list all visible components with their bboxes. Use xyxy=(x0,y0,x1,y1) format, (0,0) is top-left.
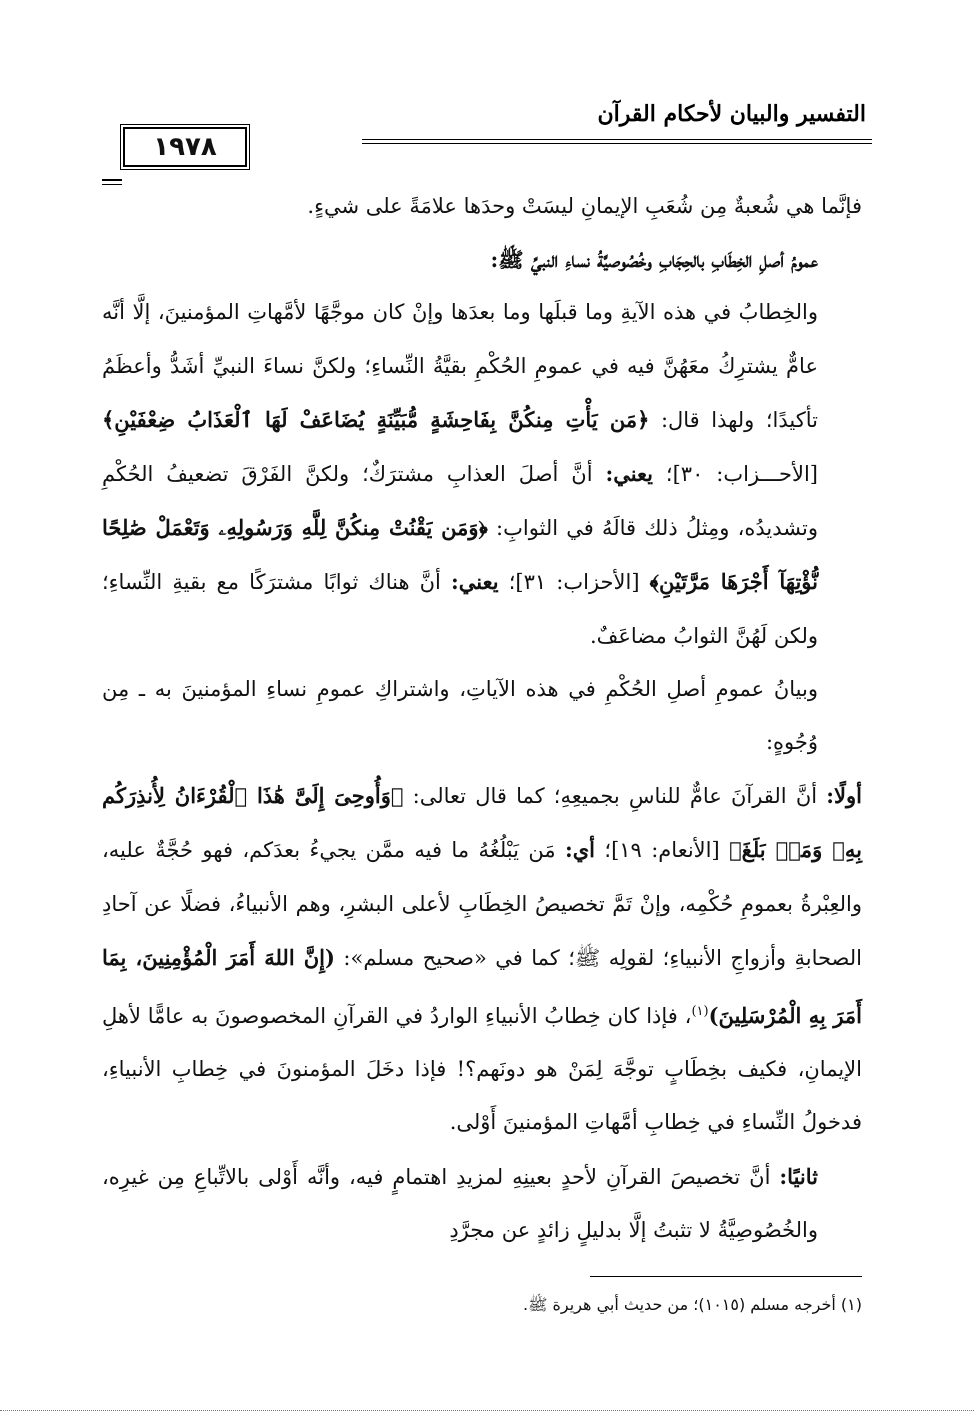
label-ay: أي: xyxy=(564,837,596,863)
paragraph-3a-text: أنَّ القرآنَ عامٌّ للناسِ بجميعِهِ؛ كما قال تعالى: xyxy=(412,784,818,809)
section-heading: عمومُ أصلِ الخِطَابِ بالحِجَابِ وخُصُوصيَّةُ نساءِ النبيِّ ﷺ: xyxy=(490,247,818,273)
label-awwalan: أولًا: xyxy=(826,783,862,809)
paragraph-4 xyxy=(102,1150,862,1257)
quran-verse-3: ﴿وَأُوحِىَ إِلَىَّ هَٰذَا ٱلْقُرْءَانُ لِأُنذِرَكُم بِهِۦ وَمَنۢ بَلَغَ﴾ xyxy=(102,783,862,863)
paragraph-1-text: والخِطابُ في هذه الآيةِ وما قبلَها وما بعدَها وإنْ كان موجَّهًا لأمَّهاتِ المؤمنينَ، إلَّا أنَّه عامٌّ يشترِكُ معَهُنَّ فيه في عمومِ الحُكْمِ بقيَّةُ النِّساءِ؛ ولكنَّ نساءَ النبيِّ أشَدُّ وأعظَمُ تأكيدًا؛ ولهذا قال: xyxy=(102,300,818,432)
hadith-quote: (إِنَّ اللهَ أَمَرَ الْمُؤْمِنِينَ، بِمَا أَمَرَ بِهِ الْمُرْسَلِينَ) xyxy=(102,944,863,1029)
paragraph-2: وبيانُ عمومِ أصلِ الحُكْمِ في هذه الآياتِ، واشتراكِ عمومِ نساءِ المؤمنينَ به ـ مِن وُجُوهٍ: xyxy=(102,676,819,755)
paragraph-3c-text: ، فإذا كان خِطابُ الأنبياءِ الواردُ في القرآنِ المخصوصونَ به عامًّا لأهلِ الإيمانِ، فكيف بخِطَابٍ توجَّهَ لِمَنْ هو دونَهم؟! فإذا دخَلَ المؤمنونَ في خِطابِ الأنبياءِ، فدخولُ النِّساءِ في خِطابِ أمَّهاتِ المؤمنينَ أَوْلى. xyxy=(102,1004,862,1135)
label-yani-2: يعني: xyxy=(451,569,499,595)
quran-verse-1: ﴿مَن يَأْتِ مِنكُنَّ بِفَاحِشَةٍ مُّبَيِّنَةٍ يُضَاعَفْ لَهَا ٱلْعَذَابُ ضِعْفَيْنِ﴾ xyxy=(102,406,650,432)
page-number: ١٩٧٨ xyxy=(153,132,217,162)
paragraph-1c-text: أنَّ هناك ثوابًا مشترَكًا مع بقيةِ النِّساءِ؛ ولكن لَهُنَّ الثوابُ مضاعَفٌ. xyxy=(102,570,818,648)
page-number-box xyxy=(123,127,247,167)
paragraph-3 xyxy=(102,769,862,1149)
header-rule xyxy=(362,139,872,140)
footnote xyxy=(102,1290,862,1320)
verse-ref-2: [الأحزاب: ٣١]؛ xyxy=(508,570,640,595)
header-rule-double xyxy=(362,143,872,144)
footnote-marker[interactable]: (١) xyxy=(691,1004,709,1020)
paragraph-1 xyxy=(102,286,862,662)
verse-ref-3: [الأنعام: ١٩]؛ xyxy=(604,838,720,863)
page-header xyxy=(100,95,872,165)
footnote-separator xyxy=(590,1276,862,1277)
body-line-intro: فإنَّما هي شُعبةٌ مِن شُعَبِ الإيمانِ ليسَتْ وحدَها علامَةً على شيءٍ. xyxy=(307,194,862,218)
label-yani-1: يعني: xyxy=(605,461,654,487)
footnote-text: أخرجه مسلم (١٠١٥)؛ من حديث أبي هريرة ﷺ. xyxy=(523,1295,836,1314)
scan-edge-line xyxy=(0,1410,974,1411)
book-title: التفسير والبيان لأحكام القرآن xyxy=(597,101,866,127)
paragraph-1b-text: أنَّ أصلَ العذابِ مشترَكٌ؛ ولكنَّ الفَرْقَ تضعيفُ الحُكْمِ وتشديدُه، ومِثلُ ذلك قالَهُ في الثوابِ: xyxy=(102,462,818,541)
quran-verse-2: ﴿وَمَن يَقْنُتْ مِنكُنَّ لِلَّهِ وَرَسُولِهِۦ وَتَعْمَلْ صَٰلِحًا نُّؤْتِهَآ أَجْرَهَا مَرَّتَيْنِ﴾ xyxy=(102,515,818,595)
label-thaniyan: ثانيًا: xyxy=(779,1163,818,1189)
footnote-number: (١) xyxy=(840,1295,862,1314)
page-body xyxy=(102,180,862,1257)
verse-ref-1: [الأحـــزاب: ٣٠]؛ xyxy=(665,462,818,487)
paragraph-4-text: أنَّ تخصيصَ القرآنِ لأحدٍ بعينِهِ لمزيدِ اهتمامٍ فيه، وأنَّه أَوْلى بالاتِّباعِ مِن غيرِه، والخُصُوصِيَّةُ لا تثبتُ إلَّا بدليلٍ زائدٍ عن مجرَّدِ xyxy=(102,1164,818,1242)
paragraph-3b-text: مَن يَبْلُغُهُ ما فيه ممَّن يجيءُ بعدَكم، فهو حُجَّةٌ عليه، والعِبْرةُ بعمومِ حُكْمِه، وإنْ تَمَّ تخصيصُ الخِطَابِ لأعلى البشرِ، وهم الأنبياءُ، فضلًا عن آحادِ الصحابةِ وأزواجِ الأنبياءِ؛ لقولِه ﷺ؛ كما في «صحيح مسلم»: xyxy=(102,838,862,970)
